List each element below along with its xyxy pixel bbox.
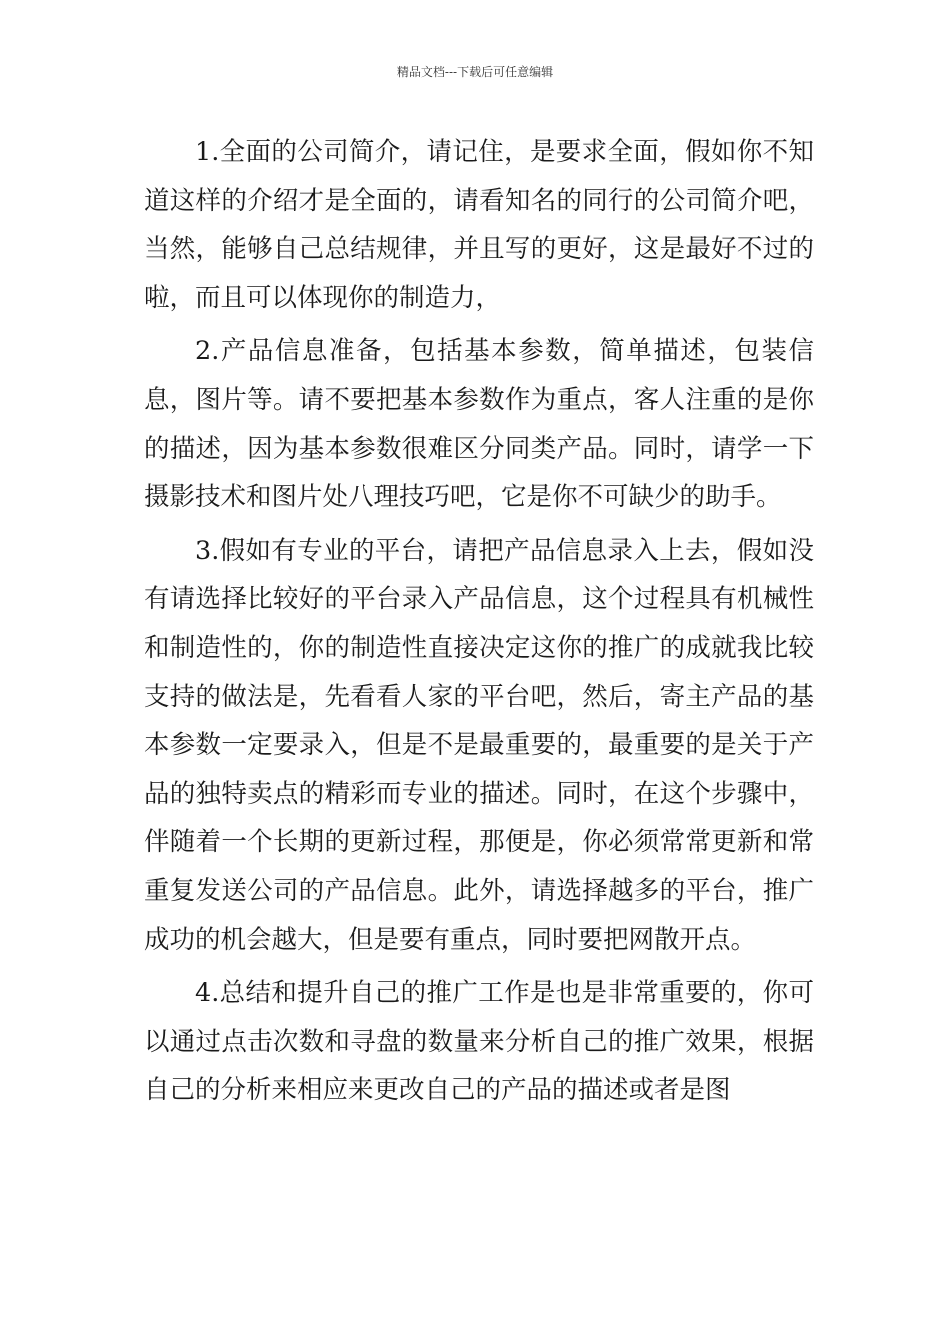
paragraph-3: 3.假如有专业的平台，请把产品信息录入上去，假如没有请选择比较好的平台录入产品信息，这个过程具有机械性和制造性的，你的制造性直接决定这你的推广的成就我比较支持的做法是，先看看人家的平台吧，然后，寄主产品的基本参数一定要录入，但是不是最重要的，最重要的是关于产品的独特卖点的精彩而专业的描述。同时，在这个步骤中，伴随着一个长期的更新过程，那便是，你必须常常更新和常重复发送公司的产品信息。此外，请选择越多的平台，推广成功的机会越大，但是要有重点，同时要把网散开点。	[144, 535, 814, 955]
paragraph-2: 2.产品信息准备，包括基本参数，简单描述，包装信息，图片等。请不要把基本参数作为重点，客人注重的是你的描述，因为基本参数很难区分同类产品。同时，请学一下摄影技术和图片处八理技巧吧，它是你不可缺少的助手。	[144, 336, 814, 513]
paragraph-1: 1.全面的公司简介，请记住，是要求全面，假如你不知道这样的介绍才是全面的，请看知名的同行的公司简介吧，当然，能够自己总结规律，并且写的更好，这是最好不过的啦，而且可以体现你的制造力，	[144, 137, 814, 313]
page-header: 精品文档---下载后可任意编辑	[396, 65, 554, 79]
paragraph-4: 4.总结和提升自己的推广工作是也是非常重要的，你可以通过点击次数和寻盘的数量来分析自己的推广效果，根据自己的分析来相应来更改自己的产品的描述或者是图	[144, 978, 814, 1106]
document-body	[144, 128, 814, 1115]
